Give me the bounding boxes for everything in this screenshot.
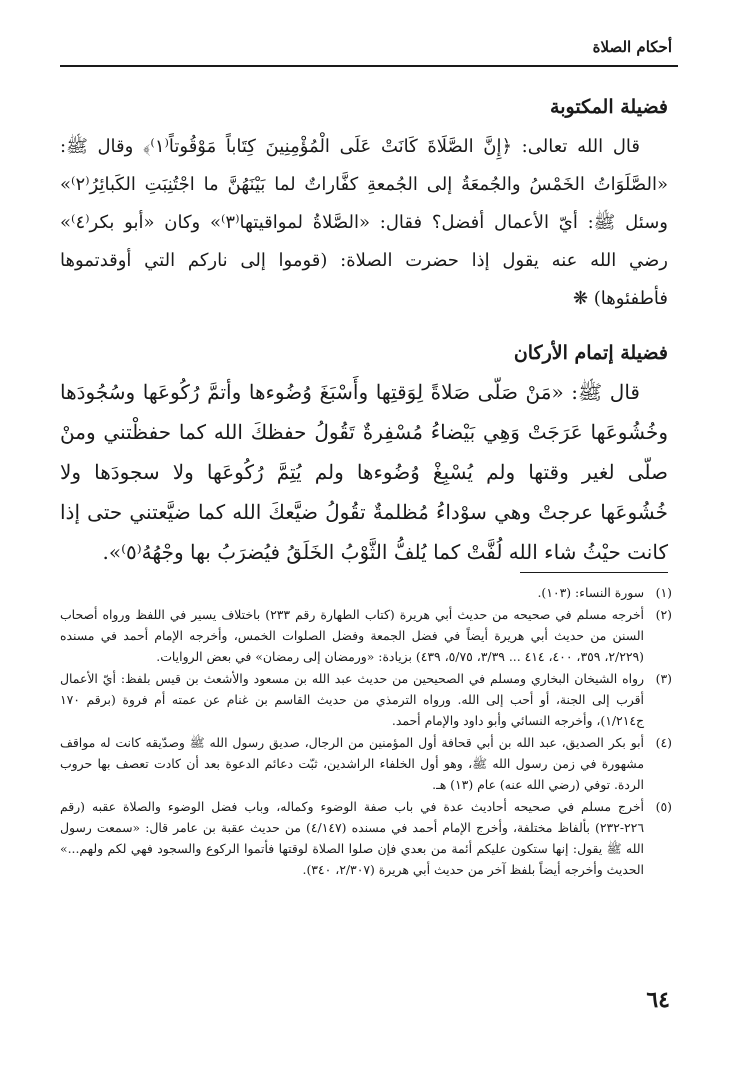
footnote-number: (١) [655,585,672,600]
footnote-text: سورة النساء: (١٠٣). [537,585,644,600]
footnote-number: (٤) [655,735,672,750]
footnote-separator [520,572,668,573]
section-completing-pillars [60,338,668,572]
footnote-number: (٢) [655,607,672,622]
footnote [60,732,672,795]
footnote [60,668,672,731]
section-title: فضيلة المكتوبة [550,96,668,118]
footnote [60,796,672,880]
footnote [60,582,672,603]
footnotes [60,582,672,881]
footnote-text: رواه الشيخان البخاري ومسلم في الصحيحين من حديث عبد الله بن مسعود والأشعث بن قيس بلفظ: أيّ الأعمال أقرب إلى الجنة، أو أحب إلى الله. ورواه الترمذي من حديث القاسم بن غنام عن عمته أم فروة (برقم ١٧٠ ج١/٢١٤)، وأخرجه النسائي وأبو داود والإمام أحمد. [60,671,644,728]
footnote-number: (٣) [655,671,672,686]
footnote-number: (٥) [655,799,672,814]
running-head: أحكام الصلاة [592,38,672,56]
section-paragraph: قال ﷺ: «مَنْ صَلّى صَلاةً لِوَقتِها وأَسْبَغَ وُضُوءها وأتمَّ رُكُوعَها وسُجُودَها وخُشُوعَها عَرَجَتْ وَهِي بَيْضاءُ مُسْفِرةٌ تَقُولُ حفظكَ الله كما حفظْتني ومنْ صلّى لغير وقتها ولم يُسْبِغْ وُضُوءها ولم يُتِمَّ رُكُوعَها ولا سجودَها ولا خُشُوعَها عرجتْ وهي سوْداءُ مُظلمةٌ تقُولُ ضيَّعكَ الله كما ضيَّعتني حتى إذا كانت حيْثُ شاء الله لُفَّتْ كما يُلفُّ الثَّوْبُ الخَلَقُ فيُضرَبُ بها وجْهُهُ⁽٥⁾». [60,380,668,564]
section-title: فضيلة إتمام الأركان [513,342,668,364]
section-obligatory-prayer [60,92,668,318]
footnote-text: أبو بكر الصديق، عبد الله بن أبي قحافة أول المؤمنين من الرجال، صديق رسول الله ﷺ وصدّيقه كانت له مواقف مشهورة في زمن رسول الله ﷺ، وهو أول الخلفاء الراشدين، ثبّت دعائم الدعوة بعد أن كادت تعصف بها حروب الردة. توفي (رضي الله عنه) عام (١٣) هـ. [60,735,644,792]
page-number: ٦٤ [646,987,670,1013]
section-paragraph: قال الله تعالى: ﴿إِنَّ الصَّلَاةَ كَانَتْ عَلَى الْمُؤْمِنِينَ كِتَاباً مَوْقُوتاً⁽١⁾﴾ وقال ﷺ: «الصَّلَوَاتُ الخَمْسُ والجُمعَةُ إلى الجُمعةِ كفَّاراتٌ لما بَيْنَهُنَّ ما اجْتُنِبَتِ الكَبائِرُ⁽٢⁾» وسئل ﷺ: أيّ الأعمال أفضل؟ فقال: «الصَّلاةُ لمواقيتها⁽٣⁾» وكان «أبو بكر⁽٤⁾» رضي الله عنه يقول إذا حضرت الصلاة: (قوموا إلى ناركم التي أوقدتموها فأطفئوها) ❋ [60,136,668,309]
footnote-text: أخرجه مسلم في صحيحه من حديث أبي هريرة (كتاب الطهارة رقم ٢٣٣) باختلاف يسير في اللفظ ورواه أصحاب السنن من حديث أبي هريرة أيضاً في فضل الجمعة وفضل الصلوات الخمس، وأخرجه الإمام أحمد في مسنده (٢/٢٢٩، ٣٥٩، ٤٠٠، ٤١٤ ... ٣/٣٩، ٥/٧٥، ٤٣٩) بزيادة: «ورمضان إلى رمضان» في بعض الروايات. [60,607,644,664]
footnote [60,604,672,667]
footnote-text: أخرج مسلم في صحيحه أحاديث عدة في باب صفة الوضوء وكماله، وباب فضل الوضوء والصلاة عقبه (رقم ٢٢٦-٢٣٢) بألفاظ مختلفة، وأخرج الإمام أحمد في مسنده (٤/١٤٧) من حديث عقبة بن عامر قال: «سمعت رسول الله ﷺ يقول: إنها ستكون عليكم أئمة من بعدي فإن صلوا الصلاة لوقتها فأتموا الركوع والسجود فهي لكم ولهم...» الحديث وأخرجه أيضاً بلفظ آخر من حديث أبي هريرة (٢/٣٠٧، ٣٤٠). [60,799,644,877]
header-rule [60,65,678,67]
